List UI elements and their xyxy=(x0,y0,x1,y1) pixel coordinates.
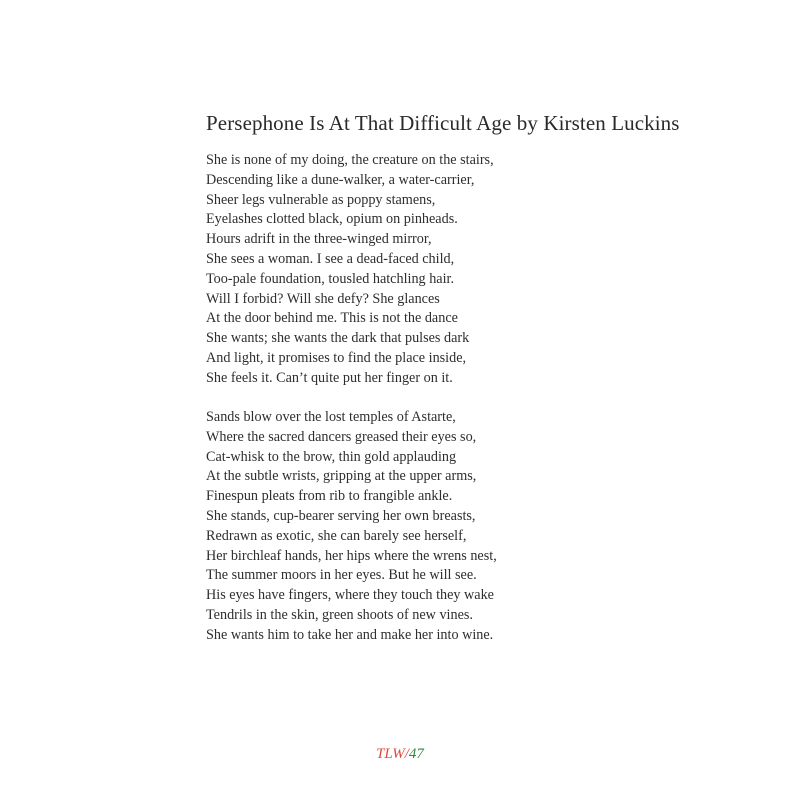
poem-line: Sands blow over the lost temples of Astarte, xyxy=(206,409,456,425)
poem-line: At the door behind me. This is not the dance xyxy=(206,310,458,327)
poem-line: She stands, cup-bearer serving her own breasts, xyxy=(206,507,476,524)
poem-line: Her birchleaf hands, her hips where the wrens nest, xyxy=(206,547,497,564)
magazine-initials: TLW xyxy=(376,746,405,762)
poem-line: She is none of my doing, the creature on the stairs, xyxy=(206,152,494,168)
poem-line: Where the sacred dancers greased their eyes so, xyxy=(206,428,477,445)
poem-line: She sees a woman. I see a dead-faced child, xyxy=(206,250,455,267)
page-folio xyxy=(0,744,800,764)
poem-line: Redrawn as exotic, she can barely see herself, xyxy=(206,527,467,544)
poem-line: Cat-whisk to the brow, thin gold applauding xyxy=(206,448,457,465)
poem-line: She wants; she wants the dark that pulses dark xyxy=(206,330,470,347)
poem-line: Descending like a dune-walker, a water-carrier, xyxy=(206,171,475,188)
poem-line: His eyes have fingers, where they touch they wake xyxy=(206,587,494,604)
poem-line: Tendrils in the skin, green shoots of new vines. xyxy=(206,606,473,623)
page-number: 47 xyxy=(408,746,424,762)
poem-line: Finespun pleats from rib to frangible ankle. xyxy=(206,488,453,505)
poem-line: Will I forbid? Will she defy? She glances xyxy=(206,290,440,307)
poem-title: Persephone Is At That Difficult Age by Kirsten Luckins xyxy=(206,111,680,135)
poem-line: Hours adrift in the three-winged mirror, xyxy=(206,231,432,248)
poem-line: She feels it. Can’t quite put her finger on it. xyxy=(206,369,453,386)
poem-line: At the subtle wrists, gripping at the upper arms, xyxy=(206,468,477,485)
stanza-1 xyxy=(206,151,494,389)
stanza-2 xyxy=(206,408,497,646)
poem-line: Eyelashes clotted black, opium on pinheads. xyxy=(206,211,458,228)
poem-line: The summer moors in her eyes. But he will see. xyxy=(206,567,477,584)
poem-line: Sheer legs vulnerable as poppy stamens, xyxy=(206,191,436,208)
poem-line: Too-pale foundation, tousled hatchling hair. xyxy=(206,270,455,287)
poem-line: She wants him to take her and make her into wine. xyxy=(206,626,494,643)
folio-separator: / xyxy=(404,746,409,762)
poem-line: And light, it promises to find the place inside, xyxy=(206,349,467,366)
